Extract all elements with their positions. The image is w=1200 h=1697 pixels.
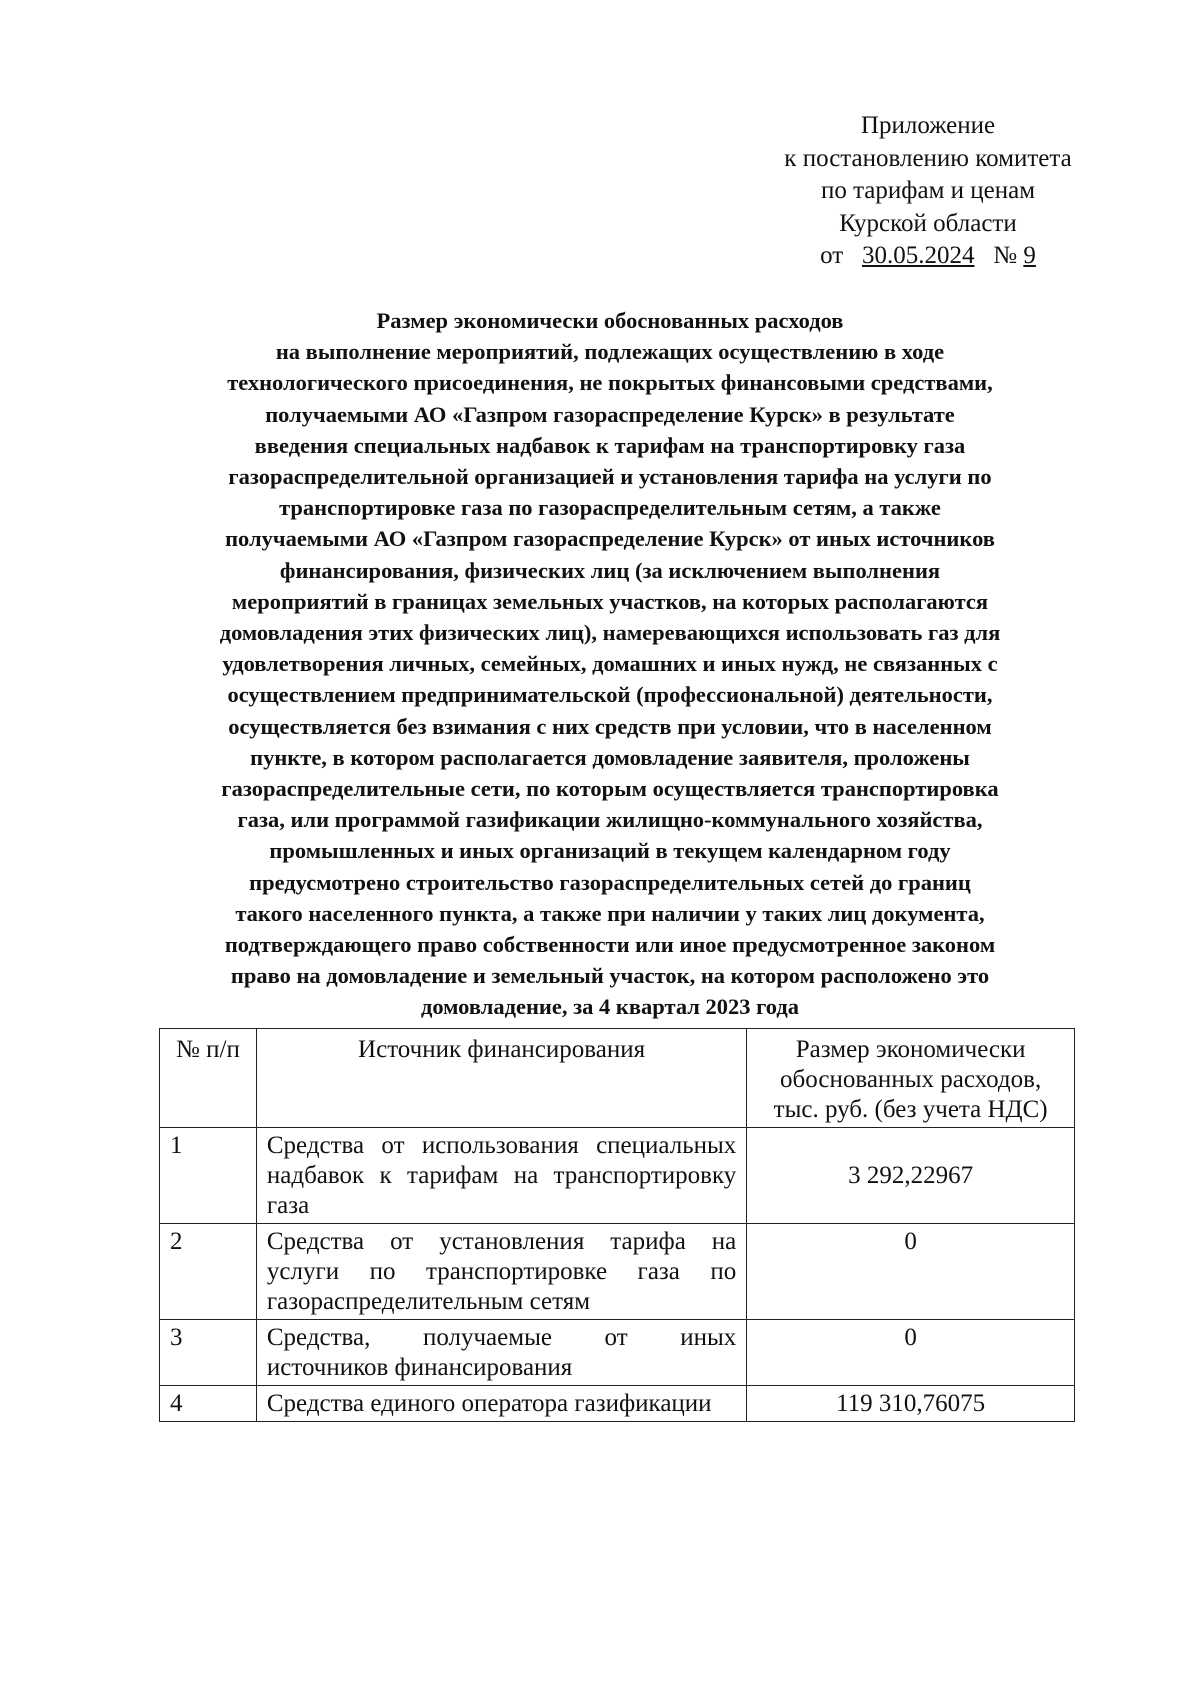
annex-date-line [748, 240, 1108, 273]
table-header-row [160, 1029, 1075, 1128]
title-line: домовладение, за 4 квартал 2023 года [420, 994, 800, 1020]
title-line: удовлетворения личных, семейных, домашних и иных нужд, не связанных с [222, 651, 998, 677]
row-source [256, 1128, 746, 1224]
table-row [160, 1320, 1075, 1386]
title-line: газораспределительной организацией и установления тарифа на услуги по [228, 464, 992, 490]
title-line: подтверждающего право собственности или иное предусмотренное законом [224, 932, 996, 958]
document-title [150, 305, 1070, 1023]
header-value-line: Размер экономически [795, 1036, 1026, 1063]
source-line: газа [266, 1192, 310, 1219]
title-line: промышленных и иных организаций в текущем календарном году [269, 838, 951, 864]
annex-header [748, 110, 1108, 273]
date-prefix: от [820, 242, 844, 269]
annex-title: Приложение [860, 112, 996, 139]
row-value: 0 [747, 1320, 1075, 1386]
row-source [256, 1386, 746, 1422]
source-line: Средства от использования специальных [266, 1132, 737, 1159]
number-prefix: № [993, 242, 1018, 269]
title-line: на выполнение мероприятий, подлежащих осуществлению в ходе [275, 339, 945, 365]
title-line: предусмотрено строительство газораспределительных сетей до границ [249, 869, 971, 895]
header-number: № п/п [160, 1029, 257, 1128]
annex-line-4: Курской области [839, 209, 1017, 237]
table-row [160, 1386, 1075, 1422]
title-line: осуществляется без взимания с них средств при условии, что в населенном [228, 713, 992, 739]
title-line: газораспределительные сети, по которым осуществляется транспортировка [221, 776, 999, 802]
title-line: мероприятий в границах земельных участков, на которых располагаются [231, 588, 989, 614]
annex-line-3: по тарифам и ценам [820, 177, 1036, 204]
row-source [256, 1320, 746, 1386]
row-value: 3 292,22967 [747, 1128, 1075, 1224]
document-date: 30.05.2024 [862, 242, 975, 269]
title-line: Размер экономически обоснованных расходов [376, 308, 844, 333]
source-line: источников финансирования [266, 1354, 573, 1381]
title-line: получаемыми АО «Газпром газораспределение Курск» от иных источников [225, 526, 995, 552]
annex-line-2: к постановлению комитета [784, 144, 1072, 172]
title-line: технологического присоединения, не покрытых финансовыми средствами, [227, 370, 993, 396]
source-line: газораспределительным сетям [266, 1288, 591, 1315]
row-number: 2 [160, 1224, 257, 1320]
header-source: Источник финансирования [256, 1029, 746, 1128]
row-source [256, 1224, 746, 1320]
title-line: газа, или программой газификации жилищно-коммунального хозяйства, [237, 807, 983, 833]
title-line: право на домовладение и земельный участок, на котором расположено это [230, 963, 990, 989]
source-line: Средства единого оператора газификации [266, 1390, 712, 1417]
source-line: услуги по транспортировке газа по [266, 1258, 737, 1285]
source-line: Средства, получаемые от иных [266, 1324, 737, 1351]
title-line: транспортировке газа по газораспределительным сетям, а также [279, 495, 941, 521]
title-line: получаемыми АО «Газпром газораспределение Курск» в результате [265, 401, 955, 427]
header-value [747, 1029, 1075, 1128]
source-line: Средства от установления тарифа на [266, 1228, 737, 1255]
row-value: 119 310,76075 [747, 1386, 1075, 1422]
table-row [160, 1128, 1075, 1224]
title-line: такого населенного пункта, а также при наличии у таких лиц документа, [235, 900, 985, 926]
document-number: 9 [1023, 242, 1036, 269]
source-line: надбавок к тарифам на транспортировку [266, 1162, 737, 1189]
title-line: осуществлением предпринимательской (профессиональной) деятельности, [227, 682, 993, 708]
title-line: финансирования, физических лиц (за исключением выполнения [279, 557, 941, 583]
table-row [160, 1224, 1075, 1320]
row-number: 4 [160, 1386, 257, 1422]
title-line: пункте, в котором располагается домовладение заявителя, проложены [250, 744, 970, 770]
financing-table [159, 1028, 1075, 1422]
title-line: домовладения этих физических лиц), намеревающихся использовать газ для [219, 620, 1001, 646]
header-value-line: обоснованных расходов, [780, 1066, 1042, 1093]
title-line: введения специальных надбавок к тарифам на транспортировку газа [254, 432, 966, 458]
row-number: 1 [160, 1128, 257, 1224]
header-value-line: тыс. руб. (без учета НДС) [773, 1096, 1048, 1123]
row-value: 0 [747, 1224, 1075, 1320]
row-number: 3 [160, 1320, 257, 1386]
